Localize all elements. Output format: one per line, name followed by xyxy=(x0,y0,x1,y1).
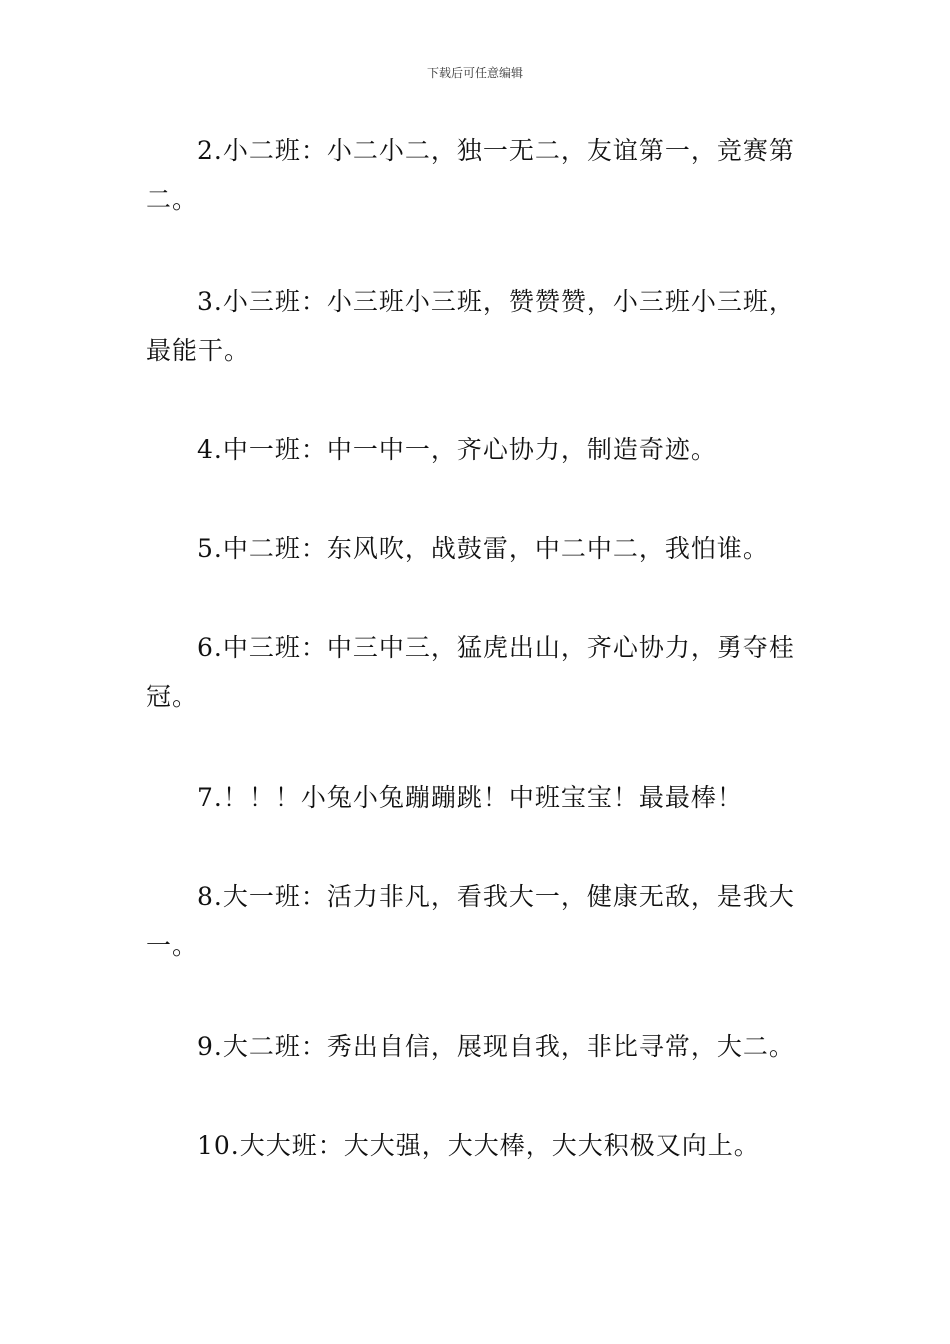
slogan-paragraph: 4.中一班：中一中一，齐心协力，制造奇迹。 xyxy=(197,435,717,464)
slogan-paragraph: 7.！！！小兔小兔蹦蹦跳！中班宝宝！最最棒！ xyxy=(197,783,743,812)
slogan-paragraph: 3.小三班：小三班小三班，赞赞赞，小三班小三班，最能干。 xyxy=(146,287,795,365)
slogan-paragraph: 9.大二班：秀出自信，展现自我，非比寻常，大二。 xyxy=(197,1032,795,1061)
slogan-paragraph: 8.大一班：活力非凡，看我大一，健康无敌，是我大一。 xyxy=(146,882,795,960)
slogan-paragraph: 6.中三班：中三中三，猛虎出山，齐心协力，勇夺桂冠。 xyxy=(146,633,795,711)
page-header-note: 下载后可任意编辑 xyxy=(426,66,523,80)
slogan-paragraph: 5.中二班：东风吹，战鼓雷，中二中二，我怕谁。 xyxy=(197,534,769,563)
slogan-paragraph: 2.小二班：小二小二，独一无二，友谊第一，竞赛第二。 xyxy=(146,136,795,214)
slogan-paragraph: 10.大大班：大大强，大大棒，大大积极又向上。 xyxy=(197,1131,760,1160)
